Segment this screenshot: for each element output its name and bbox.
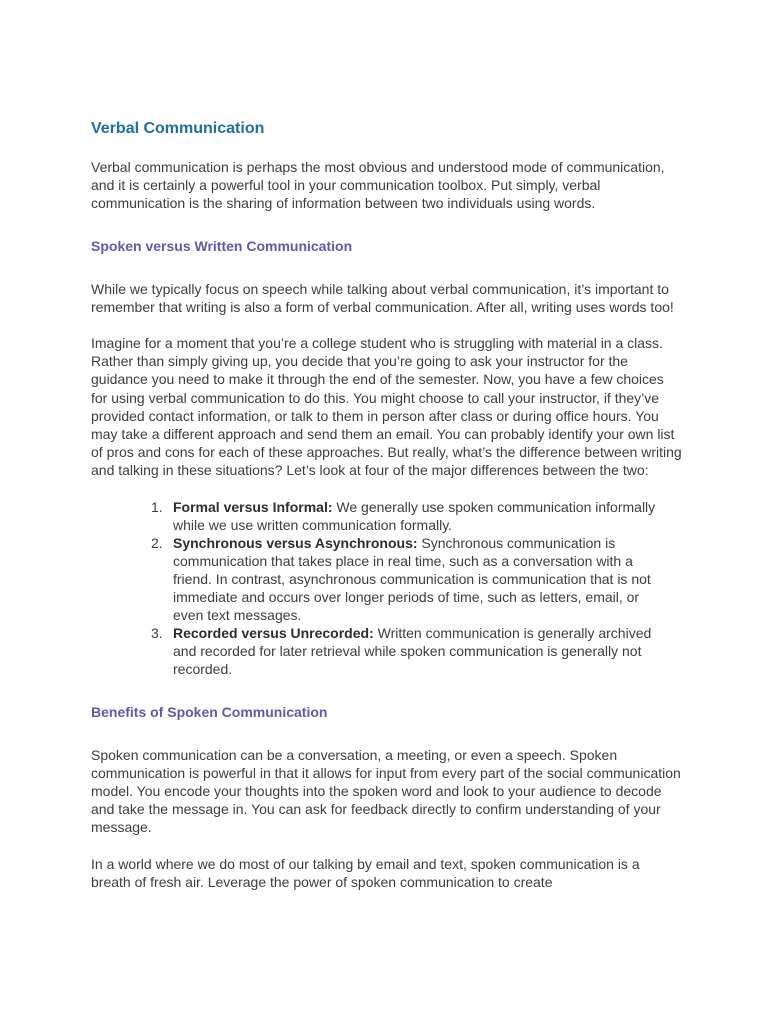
section2-paragraph-2: In a world where we do most of our talking by email and text, spoken communication is a breath of fresh air. Leverage the power of spoken communication to create xyxy=(91,855,640,890)
intro-paragraph: Verbal communication is perhaps the most obvious and understood mode of communication, and it is certainly a powerful tool in your communication toolbox. Put simply, verbal communication is the sharing of information between two individuals using words. xyxy=(91,159,665,212)
list-item-number: 3. xyxy=(151,624,163,641)
list-item-text: We generally use spoken communication informally while we use written communication formally. xyxy=(173,498,656,533)
list-item-number: 2. xyxy=(151,534,163,551)
list-item-term: Recorded versus Unrecorded: xyxy=(173,624,374,641)
differences-list xyxy=(151,498,671,678)
list-item-number: 1. xyxy=(151,498,163,515)
list-item-text: Written communication is generally archived and recorded for later retrieval while spoken communication is generally not recorded. xyxy=(173,624,652,677)
section-heading-benefits-spoken: Benefits of Spoken Communication xyxy=(91,703,328,720)
section1-paragraph-1: While we typically focus on speech while talking about verbal communication, it’s important to remember that writing is also a form of verbal communication. After all, writing uses words too! xyxy=(91,280,674,315)
list-item xyxy=(151,534,671,624)
section2-paragraph-1: Spoken communication can be a conversation, a meeting, or even a speech. Spoken communication is powerful in that it allows for input from every part of the social communication model. You encode your thoughts into the spoken word and look to your audience to decode and take the message in. You can ask for feedback directly to confirm understanding of your message. xyxy=(91,746,681,836)
list-item xyxy=(151,498,671,534)
list-item xyxy=(151,624,671,678)
list-item-term: Formal versus Informal: xyxy=(173,498,333,515)
document-page xyxy=(91,118,683,891)
page-title: Verbal Communication xyxy=(91,120,265,137)
list-item-term: Synchronous versus Asynchronous: xyxy=(173,534,418,551)
list-item-text: Synchronous communication is communication that takes place in real time, such as a conversation with a friend. In contrast, asynchronous communication is communication that is not immediate and occurs over longer periods of time, such as letters, email, or even text messages. xyxy=(173,534,651,623)
section-heading-spoken-vs-written: Spoken versus Written Communication xyxy=(91,237,353,254)
section1-paragraph-2: Imagine for a moment that you’re a college student who is struggling with material in a class. Rather than simply giving up, you decide that you’re going to ask your instructor for the guidance you need to make it through the end of the semester. Now, you have a few choices for using verbal communication to do this. You might choose to call your instructor, if they’ve provided contact information, or talk to them in person after class or during office hours. You may take a different approach and send them an email. You can probably identify your own list of pros and cons for each of these approaches. But really, what’s the difference between writing and talking in these situations? Let’s look at four of the major differences between the two: xyxy=(91,335,682,479)
